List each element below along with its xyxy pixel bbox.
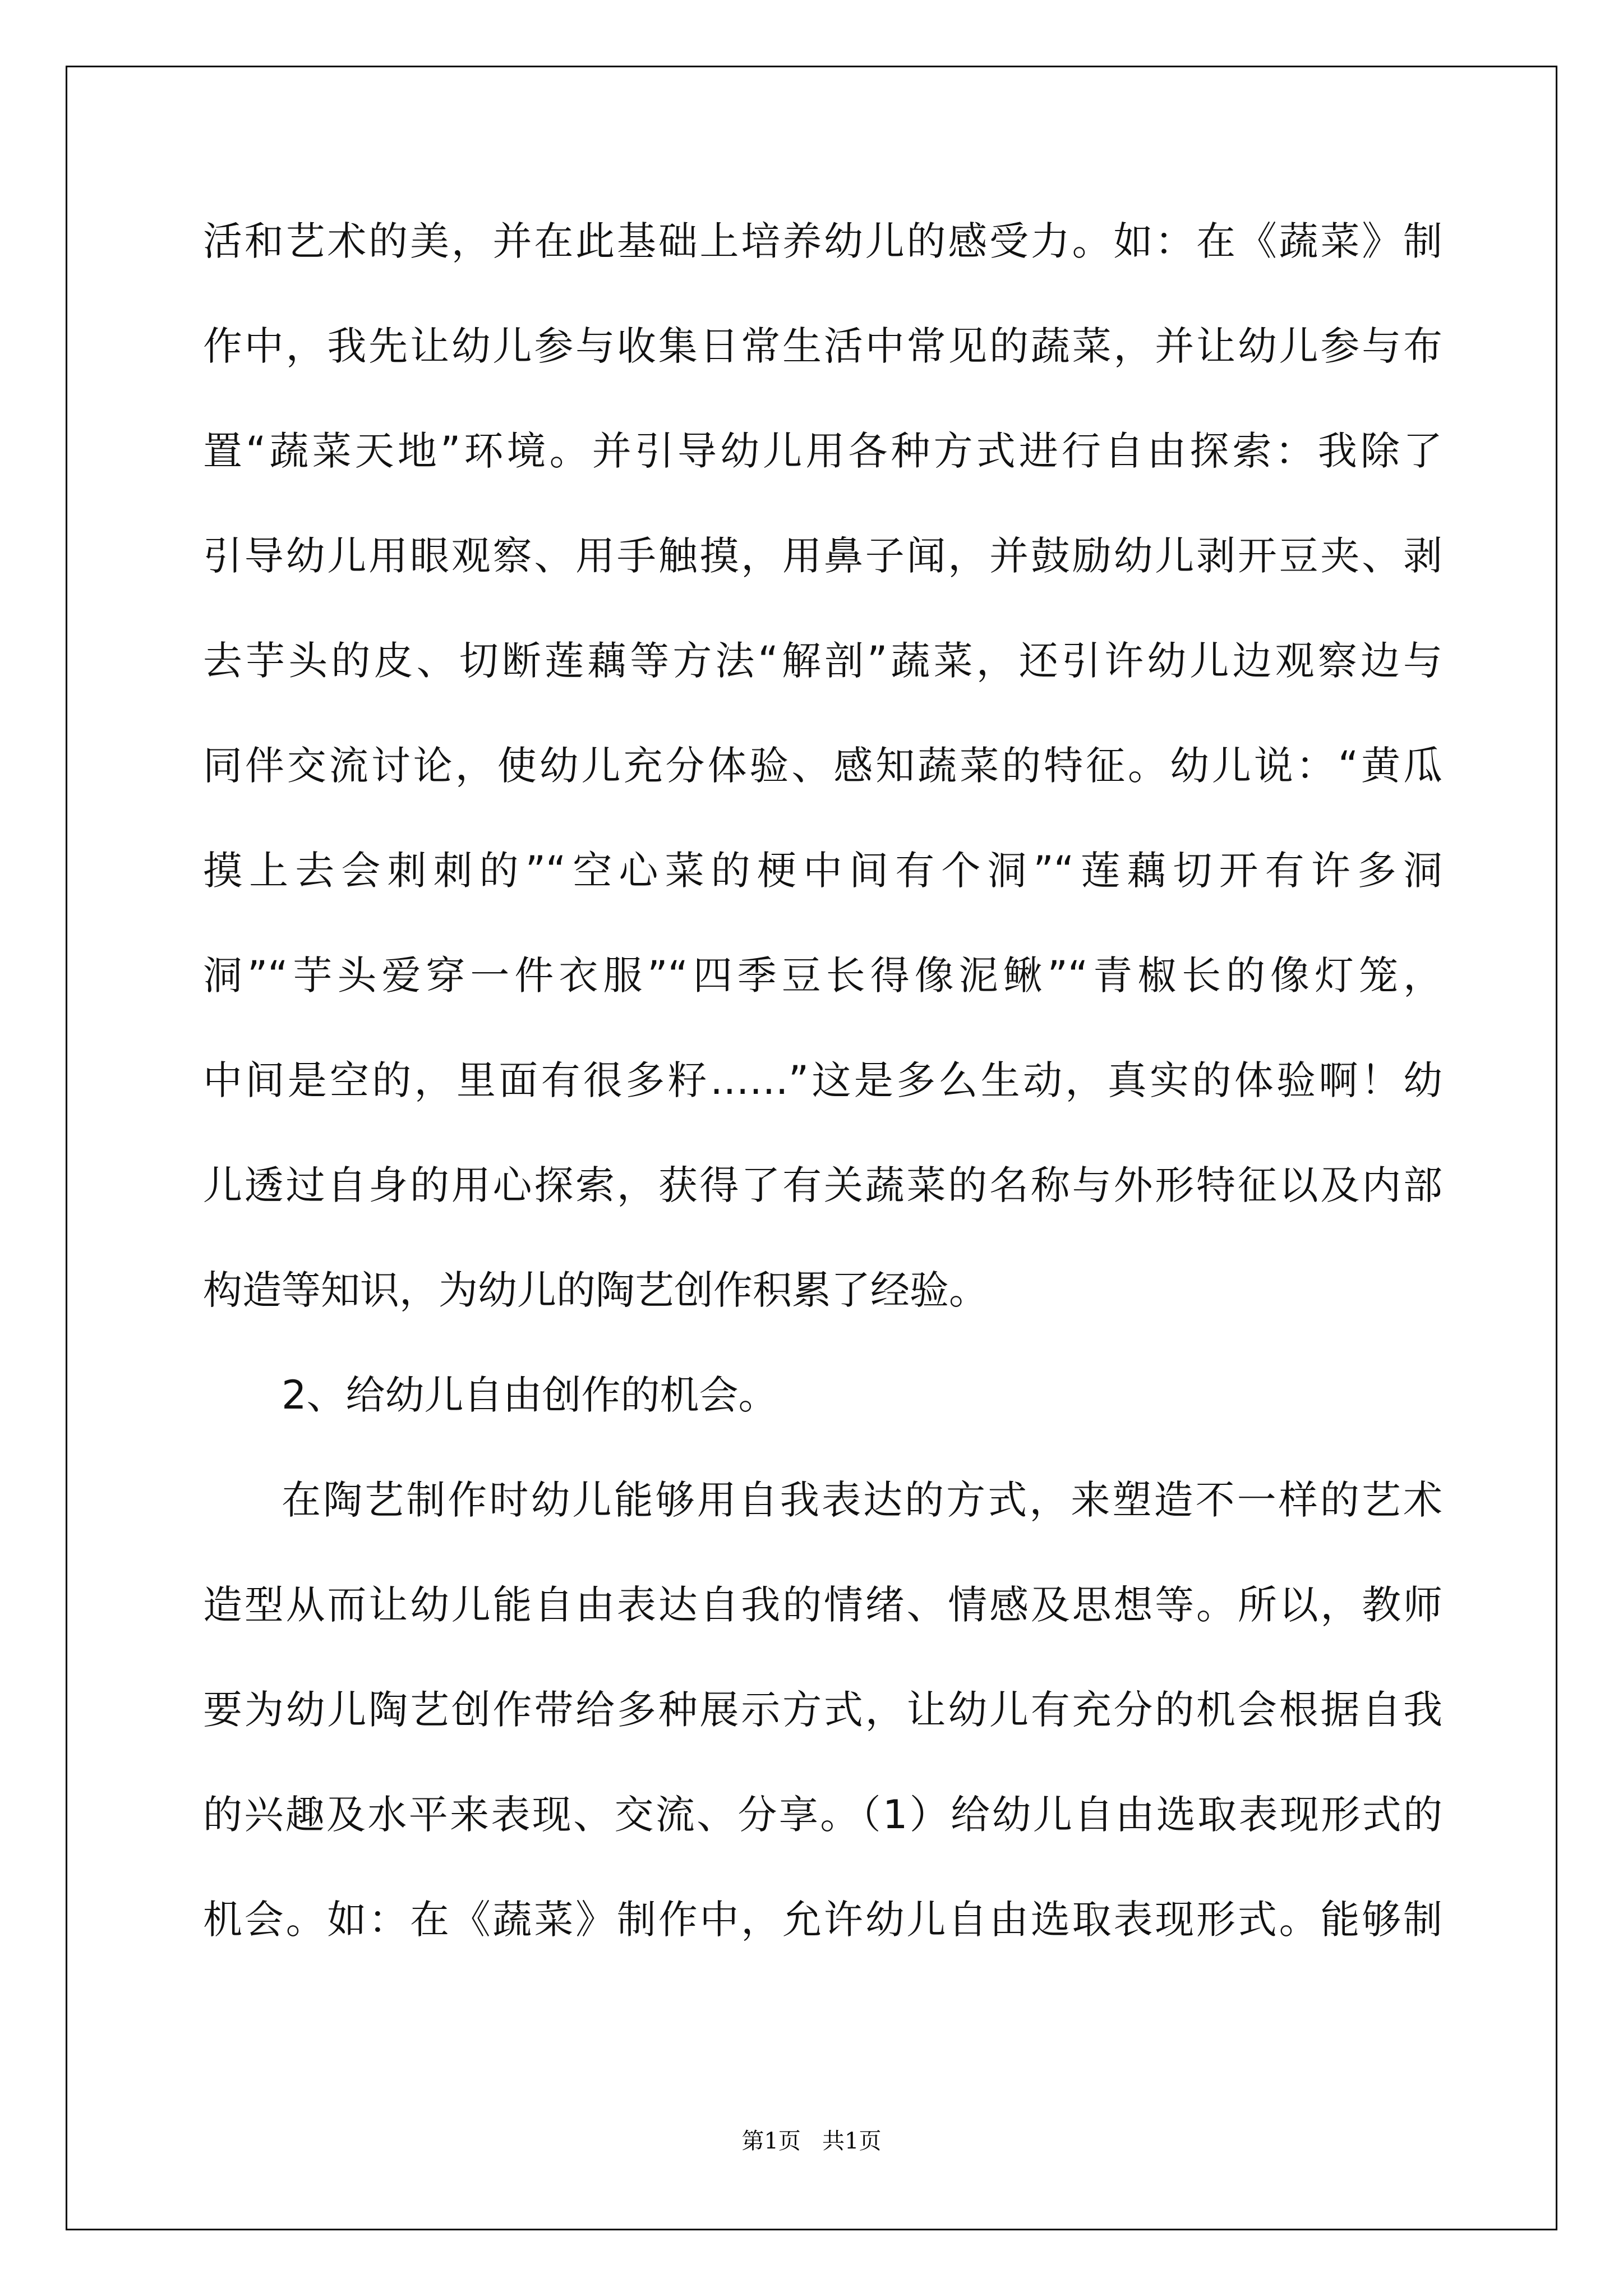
text-line: 作中，我先让幼儿参与收集日常生活中常见的蔬菜，并让幼儿参与布 [203,323,1442,369]
text-line: 引导幼儿用眼观察、用手触摸，用鼻子闻，并鼓励幼儿剥开豆夹、剥 [203,533,1442,579]
text-line: 要为幼儿陶艺创作带给多种展示方式，让幼儿有充分的机会根据自我 [203,1687,1442,1733]
text-line: 中间是空的，里面有很多籽……”这是多么生动，真实的体验啊！幼 [203,1057,1442,1103]
text-line: 置“蔬菜天地”环境。并引导幼儿用各种方式进行自由探索：我除了 [203,428,1442,474]
document-body [203,213,1442,1996]
page-footer: 第1页 共1页 [741,2128,882,2154]
text-line: 在陶艺制作时幼儿能够用自我表达的方式，来塑造不一样的艺术 [282,1477,1442,1523]
text-line: 造型从而让幼儿能自由表达自我的情绪、情感及思想等。所以，教师 [203,1582,1442,1628]
text-line: 的兴趣及水平来表现、交流、分享。（1）给幼儿自由选取表现形式的 [203,1792,1442,1838]
text-line: 构造等知识，为幼儿的陶艺创作积累了经验。 [203,1267,988,1313]
text-line: 机会。如：在《蔬菜》制作中，允许幼儿自由选取表现形式。能够制 [203,1897,1442,1943]
text-line: 同伴交流讨论，使幼儿充分体验、感知蔬菜的特征。幼儿说：“黄瓜 [203,743,1442,789]
text-line: 洞”“芋头爱穿一件衣服”“四季豆长得像泥鳅”“青椒长的像灯笼， [203,953,1442,999]
text-line: 活和艺术的美，并在此基础上培养幼儿的感受力。如：在《蔬菜》制 [203,218,1442,264]
text-line: 儿透过自身的用心探索，获得了有关蔬菜的名称与外形特征以及内部 [203,1162,1442,1208]
text-line: 2、给幼儿自由创作的机会。 [282,1372,778,1418]
text-line: 摸上去会刺刺的”“空心菜的梗中间有个洞”“莲藕切开有许多洞 [203,848,1442,894]
text-line: 去芋头的皮、切断莲藕等方法“解剖”蔬菜，还引许幼儿边观察边与 [203,638,1442,684]
